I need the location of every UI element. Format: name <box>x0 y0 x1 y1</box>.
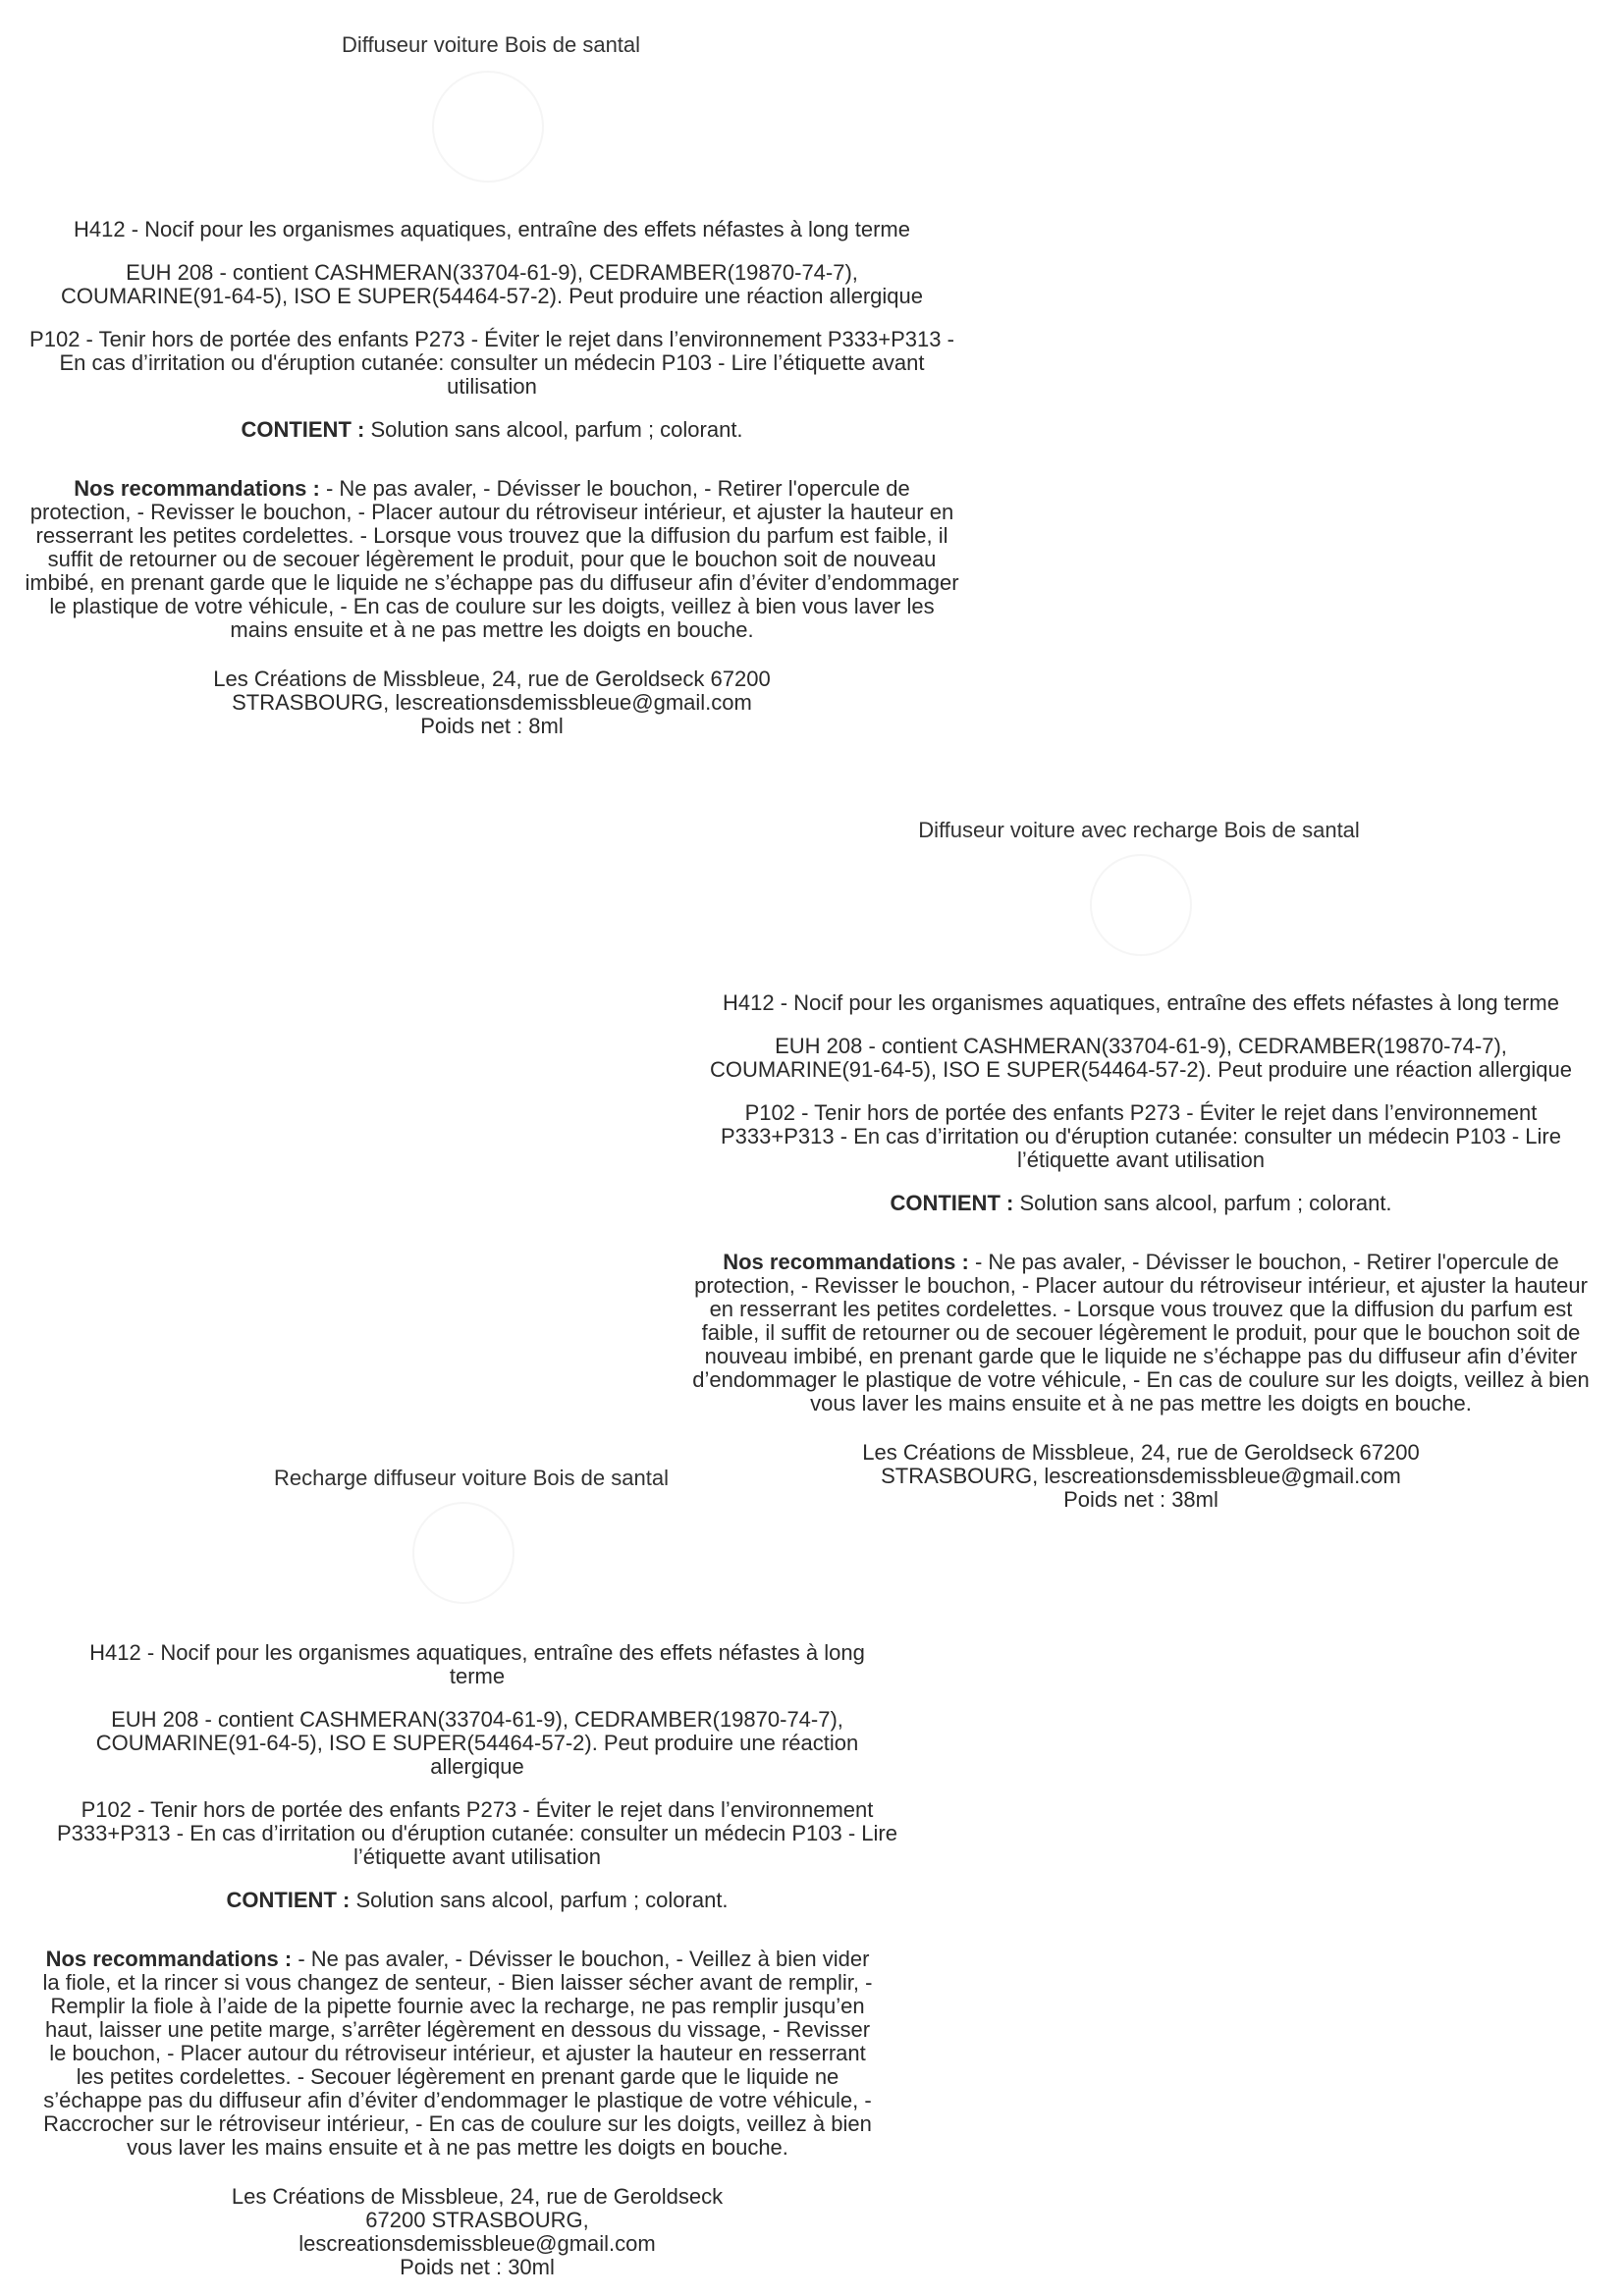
label-3-contient-text: Solution sans alcool, parfum ; colorant. <box>355 1888 729 1912</box>
label-2-h412: H412 - Nocif pour les organismes aquatiques, entraîne des effets néfastes à long terme <box>723 990 1559 1015</box>
label-3-address: Les Créations de Missbleue, 24, rue de Geroldseck 67200 STRASBOURG, lescreationsdemissbleue@gmail.com <box>231 2184 724 2256</box>
label-1-euh208: EUH 208 - contient CASHMERAN(33704-61-9), CEDRAMBER(19870-74-7), COUMARINE(91-64-5), ISO E SUPER(54464-57-2). Peut produire une réaction allergique <box>61 260 923 308</box>
label-1-contient <box>22 418 962 442</box>
label-2-recommendations <box>689 1251 1593 1415</box>
label-1-title: Diffuseur voiture Bois de santal <box>341 32 641 57</box>
label-1-contient-text: Solution sans alcool, parfum ; colorant. <box>370 417 743 442</box>
label-3-logo-icon <box>412 1502 514 1604</box>
label-2-reco-text: - Ne pas avaler, - Dévisser le bouchon, - Retirer l'opercule de protection, - Revisser le bouchon, - Placer autour du rétroviseur intérieur, et ajuster la hauteur en resserrant les petites cordelettes. - Lorsque vous trouvez que la diffusion du parfum est faible, il suffit de retourner ou de secouer légèrement le produit, pour que le bouchon soit de nouveau imbibé, en prenant garde que le liquide ne s’échappe pas du diffuseur afin d’éviter d’endommager le plastique de votre véhicule, - En cas de coulure sur les doigts, veillez à bien vous laver les mains ensuite et à ne pas mettre les doigts en bouche. <box>692 1250 1590 1415</box>
label-2-contient-label: CONTIENT : <box>890 1191 1014 1215</box>
label-1-weight: Poids net : 8ml <box>420 714 564 738</box>
label-1-address: Les Créations de Missbleue, 24, rue de Geroldseck 67200 STRASBOURG, lescreationsdemissbleue@gmail.com <box>213 667 771 715</box>
label-2-euh208: EUH 208 - contient CASHMERAN(33704-61-9), CEDRAMBER(19870-74-7), COUMARINE(91-64-5), ISO E SUPER(54464-57-2). Peut produire une réaction allergique <box>710 1034 1572 1082</box>
label-3-body <box>35 1641 919 2279</box>
label-1-contient-label: CONTIENT : <box>241 417 365 442</box>
label-2-logo-icon <box>1090 854 1192 956</box>
label-2-reco-label: Nos recommandations : <box>723 1250 969 1274</box>
label-2-p-statements: P102 - Tenir hors de portée des enfants P273 - Éviter le rejet dans l’environnement P333+P313 - En cas d’irritation ou d'éruption cutanée: consulter un médecin P103 - Lire l’étiquette avant utilisation <box>720 1100 1561 1172</box>
label-3-h412: H412 - Nocif pour les organismes aquatiques, entraîne des effets néfastes à long terme <box>89 1640 865 1688</box>
label-1-reco-text: - Ne pas avaler, - Dévisser le bouchon, - Retirer l'opercule de protection, - Revisser le bouchon, - Placer autour du rétroviseur intérieur, et ajuster la hauteur en resserrant les petites cordelettes. - Lorsque vous trouvez que la diffusion du parfum est faible, il suffit de retourner ou de secouer légèrement le produit, pour que le bouchon soit de nouveau imbibé, en prenant garde que le liquide ne s’échappe pas du diffuseur afin d’éviter d’endommager le plastique de votre véhicule, - En cas de coulure sur les doigts, veillez à bien vous laver les mains ensuite et à ne pas mettre les doigts en bouche. <box>25 476 959 642</box>
label-1-h412: H412 - Nocif pour les organismes aquatiques, entraîne des effets néfastes à long terme <box>74 217 910 241</box>
label-2-weight: Poids net : 38ml <box>1063 1487 1218 1512</box>
label-3-p-statements: P102 - Tenir hors de portée des enfants P273 - Éviter le rejet dans l’environnement P333+P313 - En cas d’irritation ou d'éruption cutanée: consulter un médecin P103 - Lire l’étiquette avant utilisation <box>56 1797 897 1869</box>
label-1-recommendations <box>22 477 962 642</box>
label-1-reco-label: Nos recommandations : <box>74 476 320 501</box>
label-2-contient <box>689 1192 1593 1215</box>
label-3-recommendations <box>35 1948 919 2160</box>
label-3-reco-label: Nos recommandations : <box>45 1947 293 1971</box>
label-3-contient <box>35 1889 919 1912</box>
label-1-logo-icon <box>432 71 544 183</box>
label-3-contient-label: CONTIENT : <box>226 1888 351 1912</box>
label-1-body <box>22 218 962 738</box>
label-2-body <box>689 991 1593 1512</box>
label-2-title: Diffuseur voiture avec recharge Bois de santal <box>918 818 1360 842</box>
label-2-address: Les Créations de Missbleue, 24, rue de Geroldseck 67200 STRASBOURG, lescreationsdemissbleue@gmail.com <box>862 1440 1420 1488</box>
label-3-title: Recharge diffuseur voiture Bois de santal <box>274 1466 669 1490</box>
label-3-weight: Poids net : 30ml <box>400 2255 555 2279</box>
label-1-p-statements: P102 - Tenir hors de portée des enfants P273 - Éviter le rejet dans l’environnement P333+P313 - En cas d’irritation ou d'éruption cutanée: consulter un médecin P103 - Lire l’étiquette avant utilisation <box>29 327 954 399</box>
label-3-reco-text: - Ne pas avaler, - Dévisser le bouchon, - Veillez à bien vider la fiole, et la rincer si vous changez de senteur, - Bien laisser sécher avant de remplir, - Remplir la fiole à l’aide de la pipette fournie avec la recharge, ne pas remplir jusqu’en haut, laisser une petite marge, s’arrêter légèrement en dessous du vissage, - Revisser le bouchon, - Placer autour du rétroviseur intérieur, et ajuster la hauteur en resserrant les petites cordelettes. - Secouer légèrement en prenant garde que le liquide ne s’échappe pas du diffuseur afin d’éviter d’endommager le plastique de votre véhicule, - Raccrocher sur le rétroviseur intérieur, - En cas de coulure sur les doigts, veillez à bien vous laver les mains ensuite et à ne pas mettre les doigts en bouche. <box>42 1947 873 2160</box>
label-2-contient-text: Solution sans alcool, parfum ; colorant. <box>1019 1191 1392 1215</box>
label-3-euh208: EUH 208 - contient CASHMERAN(33704-61-9), CEDRAMBER(19870-74-7), COUMARINE(91-64-5), ISO E SUPER(54464-57-2). Peut produire une réaction allergique <box>95 1707 859 1779</box>
